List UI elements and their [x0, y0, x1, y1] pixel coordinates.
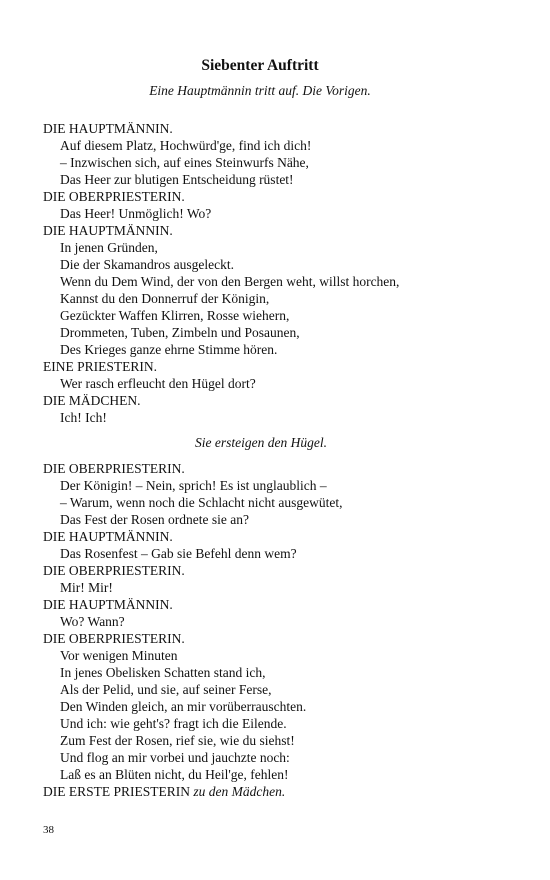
- verse-line: Kannst du den Donnerruf der Königin,: [60, 291, 270, 306]
- verse-line: Der Königin! – Nein, sprich! Es ist unglaublich –: [60, 478, 327, 493]
- verse-line: Gezückter Waffen Klirren, Rosse wiehern,: [60, 308, 290, 323]
- verse-line: Das Heer zur blutigen Entscheidung rüstet!: [60, 172, 294, 187]
- verse-line: In jenes Obelisken Schatten stand ich,: [60, 665, 266, 680]
- dialogue-block-1: [43, 120, 513, 426]
- verse-line: Mir! Mir!: [60, 580, 113, 595]
- verse-line: Wo? Wann?: [60, 614, 125, 629]
- verse-line: Und flog an mir vorbei und jauchzte noch:: [60, 750, 290, 765]
- speaker-name: DIE HAUPTMÄNNIN.: [43, 121, 173, 136]
- verse-line: Wenn du Dem Wind, der von den Bergen weht, willst horchen,: [60, 274, 400, 289]
- verse-line: Das Heer! Unmöglich! Wo?: [60, 206, 212, 221]
- speaker-name: DIE OBERPRIESTERIN.: [43, 189, 185, 204]
- verse-line: Ich! Ich!: [60, 410, 107, 425]
- verse-line: Als der Pelid, und sie, auf seiner Ferse,: [60, 682, 272, 697]
- mid-stage-direction: Sie ersteigen den Hügel.: [195, 435, 327, 450]
- speaker-name: DIE OBERPRIESTERIN.: [43, 461, 185, 476]
- speaker-name: DIE HAUPTMÄNNIN.: [43, 529, 173, 544]
- final-speaker-direction: zu den Mädchen.: [193, 784, 286, 799]
- verse-line: – Warum, wenn noch die Schlacht nicht ausgewütet,: [60, 495, 343, 510]
- page-number: 38: [43, 824, 54, 836]
- verse-line: Und ich: wie geht's? fragt ich die Eilende.: [60, 716, 287, 731]
- verse-line: Wer rasch erfleucht den Hügel dort?: [60, 376, 256, 391]
- speaker-name: DIE HAUPTMÄNNIN.: [43, 223, 173, 238]
- speaker-name: DIE HAUPTMÄNNIN.: [43, 597, 173, 612]
- verse-line: Das Fest der Rosen ordnete sie an?: [60, 512, 249, 527]
- speaker-name: DIE OBERPRIESTERIN.: [43, 631, 185, 646]
- final-speaker-name: DIE ERSTE PRIESTERIN: [43, 784, 190, 799]
- verse-line: Das Rosenfest – Gab sie Befehl denn wem?: [60, 546, 297, 561]
- verse-line: Des Krieges ganze ehrne Stimme hören.: [60, 342, 278, 357]
- verse-line: Vor wenigen Minuten: [60, 648, 178, 663]
- verse-line: – Inzwischen sich, auf eines Steinwurfs Nähe,: [60, 155, 309, 170]
- scene-stage-direction: Eine Hauptmännin tritt auf. Die Vorigen.: [149, 83, 371, 98]
- dialogue-block-2: [43, 460, 513, 783]
- final-speaker-line: [43, 783, 513, 800]
- verse-line: Drommeten, Tuben, Zimbeln und Posaunen,: [60, 325, 300, 340]
- speaker-name: DIE OBERPRIESTERIN.: [43, 563, 185, 578]
- verse-line: Laß es an Blüten nicht, du Heil'ge, fehlen!: [60, 767, 289, 782]
- verse-line: Die der Skamandros ausgeleckt.: [60, 257, 234, 272]
- verse-line: Zum Fest der Rosen, rief sie, wie du siehst!: [60, 733, 295, 748]
- verse-line: Den Winden gleich, an mir vorüberrauschten.: [60, 699, 307, 714]
- speaker-name: DIE MÄDCHEN.: [43, 393, 141, 408]
- verse-line: In jenen Gründen,: [60, 240, 158, 255]
- drama-text: [43, 120, 513, 800]
- verse-line: Auf diesem Platz, Hochwürd'ge, find ich dich!: [60, 138, 312, 153]
- speaker-name: EINE PRIESTERIN.: [43, 359, 157, 374]
- scene-title: Siebenter Auftritt: [201, 57, 319, 74]
